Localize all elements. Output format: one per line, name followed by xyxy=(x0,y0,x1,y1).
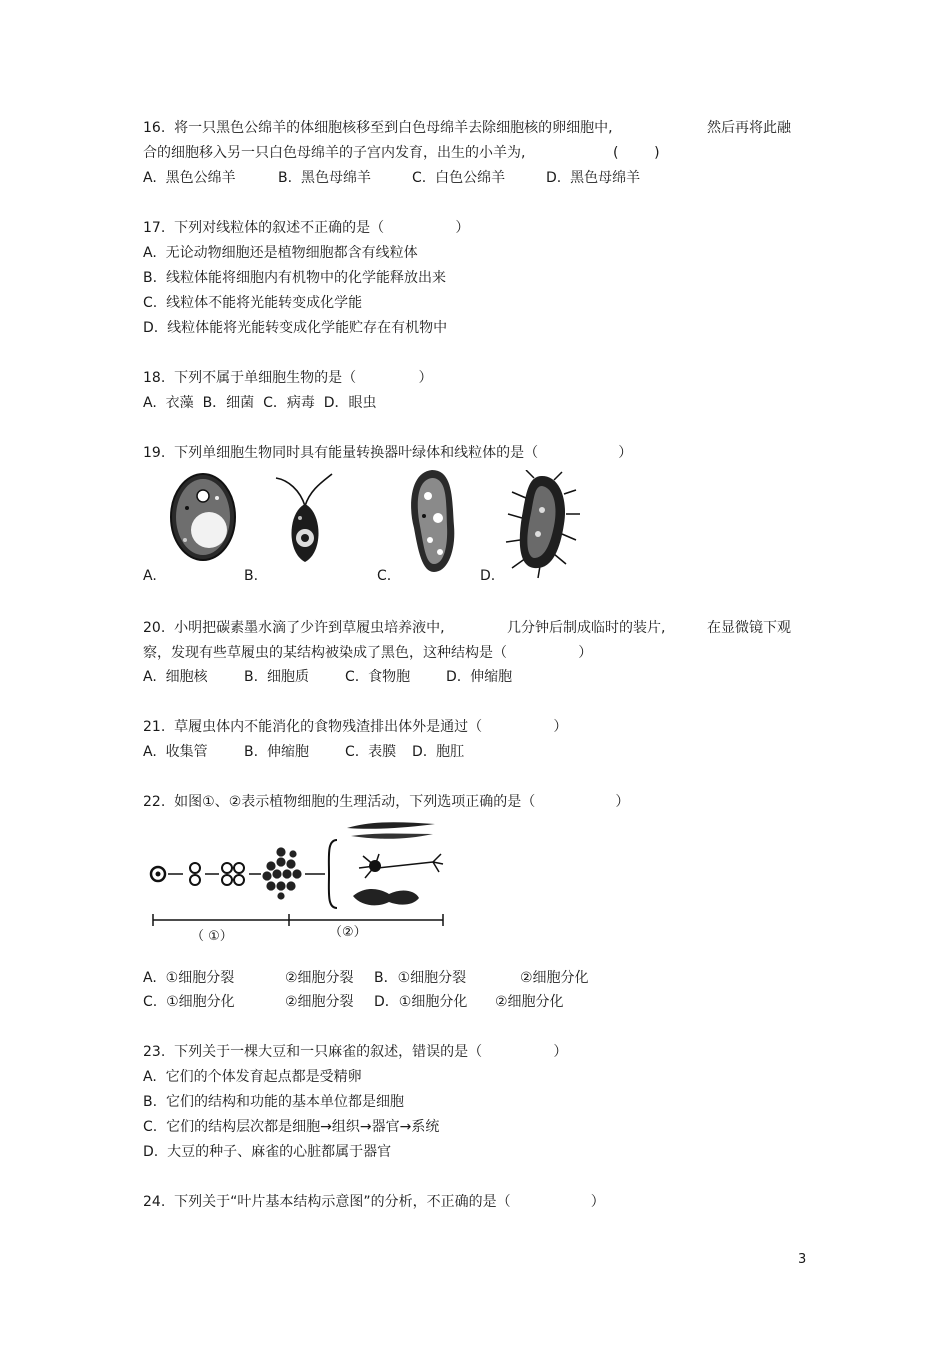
q20-line2: 察，发现有些草履虫的某结构被染成了黑色，这种结构是（ ） xyxy=(143,645,593,661)
q16-option-a: A. 黑色公绵羊 xyxy=(143,170,236,186)
bacterium-cell-figure xyxy=(504,470,584,580)
figure-label-2: （②） xyxy=(329,925,367,940)
q18-stem: 18. 下列不属于单细胞生物的是（ ） xyxy=(143,370,433,386)
q21-option-b: B. 伸缩胞 xyxy=(244,744,309,760)
q23-option-a: A. 它们的个体发育起点都是受精卵 xyxy=(143,1069,362,1085)
q22-option-d1: D．①细胞分化 xyxy=(374,994,468,1010)
q16-paren: ( ) xyxy=(613,145,660,161)
q22-option-c1: C. ①细胞分化 xyxy=(143,994,235,1010)
q19-label-c: C. xyxy=(377,568,392,584)
q17-option-c: C. 线粒体不能将光能转变成化学能 xyxy=(143,295,363,311)
q20-line1b: 几分钟后制成临时的装片, xyxy=(507,620,666,636)
q23-option-c: C. 它们的结构层次都是细胞→组织→器官→系统 xyxy=(143,1119,440,1135)
q21-option-d: D. 胞肛 xyxy=(412,744,465,760)
q22-stem: 22. 如图①、②表示植物细胞的生理活动，下列选项正确的是（ ） xyxy=(143,794,630,810)
q20-line1a: 20. 小明把碳素墨水滴了少许到草履虫培养液中, xyxy=(143,620,445,636)
euglena-cell-figure xyxy=(270,470,340,566)
q22-option-b2: ②细胞分化 xyxy=(520,970,589,986)
q20-option-a: A. 细胞核 xyxy=(143,669,208,685)
q21-option-c: C. 表膜 xyxy=(345,744,397,760)
q20-option-d: D. 伸缩胞 xyxy=(446,669,513,685)
q17-option-a: A. 无论动物细胞还是植物细胞都含有线粒体 xyxy=(143,245,418,261)
q23-option-d: D. 大豆的种子、麻雀的心脏都属于器官 xyxy=(143,1144,392,1160)
q16-option-d: D. 黑色母绵羊 xyxy=(546,170,641,186)
q22-option-b1: B．①细胞分裂 xyxy=(374,970,467,986)
q20-line1c: 在显微镜下观 xyxy=(707,620,791,636)
q22-option-c2: ②细胞分裂 xyxy=(285,994,354,1010)
q24-stem: 24. 下列关于“叶片基本结构示意图”的分析，不正确的是（ ） xyxy=(143,1194,605,1210)
q18-options: A. 衣藻 B．细菌 C．病毒 D．眼虫 xyxy=(143,395,377,411)
q19-label-d: D. xyxy=(480,568,496,584)
q17-stem: 17. 下列对线粒体的叙述不正确的是（ ） xyxy=(143,220,470,236)
q23-stem: 23. 下列关于一棵大豆和一只麻雀的叙述，错误的是（ ） xyxy=(143,1044,568,1060)
paramecium-cell-figure xyxy=(402,466,462,578)
q16-line2: 合的细胞移入另一只白色母绵羊的子宫内发育，出生的小羊为, xyxy=(143,145,526,161)
q19-label-b: B. xyxy=(244,568,259,584)
q16-option-b: B. 黑色母绵羊 xyxy=(278,170,371,186)
q16-line1a: 16. 将一只黑色公绵羊的体细胞核移至到白色母绵羊去除细胞核的卵细胞中, xyxy=(143,120,613,136)
cell-division-differentiation-figure xyxy=(143,816,453,946)
figure-label-1: （ ①） xyxy=(191,929,233,944)
q19-label-a: A. xyxy=(143,568,157,584)
q16-line1b: 然后再将此融 xyxy=(707,120,791,136)
q16-option-c: C. 白色公绵羊 xyxy=(412,170,506,186)
q17-option-b: B. 线粒体能将细胞内有机物中的化学能释放出来 xyxy=(143,270,446,286)
q19-stem: 19. 下列单细胞生物同时具有能量转换器叶绿体和线粒体的是（ ） xyxy=(143,445,633,461)
q21-stem: 21. 草履虫体内不能消化的食物残渣排出体外是通过（ ） xyxy=(143,719,568,735)
chlamydomonas-cell-figure xyxy=(165,468,241,566)
q17-option-d: D. 线粒体能将光能转变成化学能贮存在有机物中 xyxy=(143,320,448,336)
q20-option-c: C. 食物胞 xyxy=(345,669,411,685)
q21-option-a: A. 收集管 xyxy=(143,744,208,760)
page-number: 3 xyxy=(798,1252,807,1267)
q22-option-d2: ②细胞分化 xyxy=(495,994,564,1010)
q23-option-b: B. 它们的结构和功能的基本单位都是细胞 xyxy=(143,1094,404,1110)
q22-option-a2: ②细胞分裂 xyxy=(285,970,354,986)
q22-option-a1: A. ①细胞分裂 xyxy=(143,970,235,986)
q20-option-b: B. 细胞质 xyxy=(244,669,309,685)
